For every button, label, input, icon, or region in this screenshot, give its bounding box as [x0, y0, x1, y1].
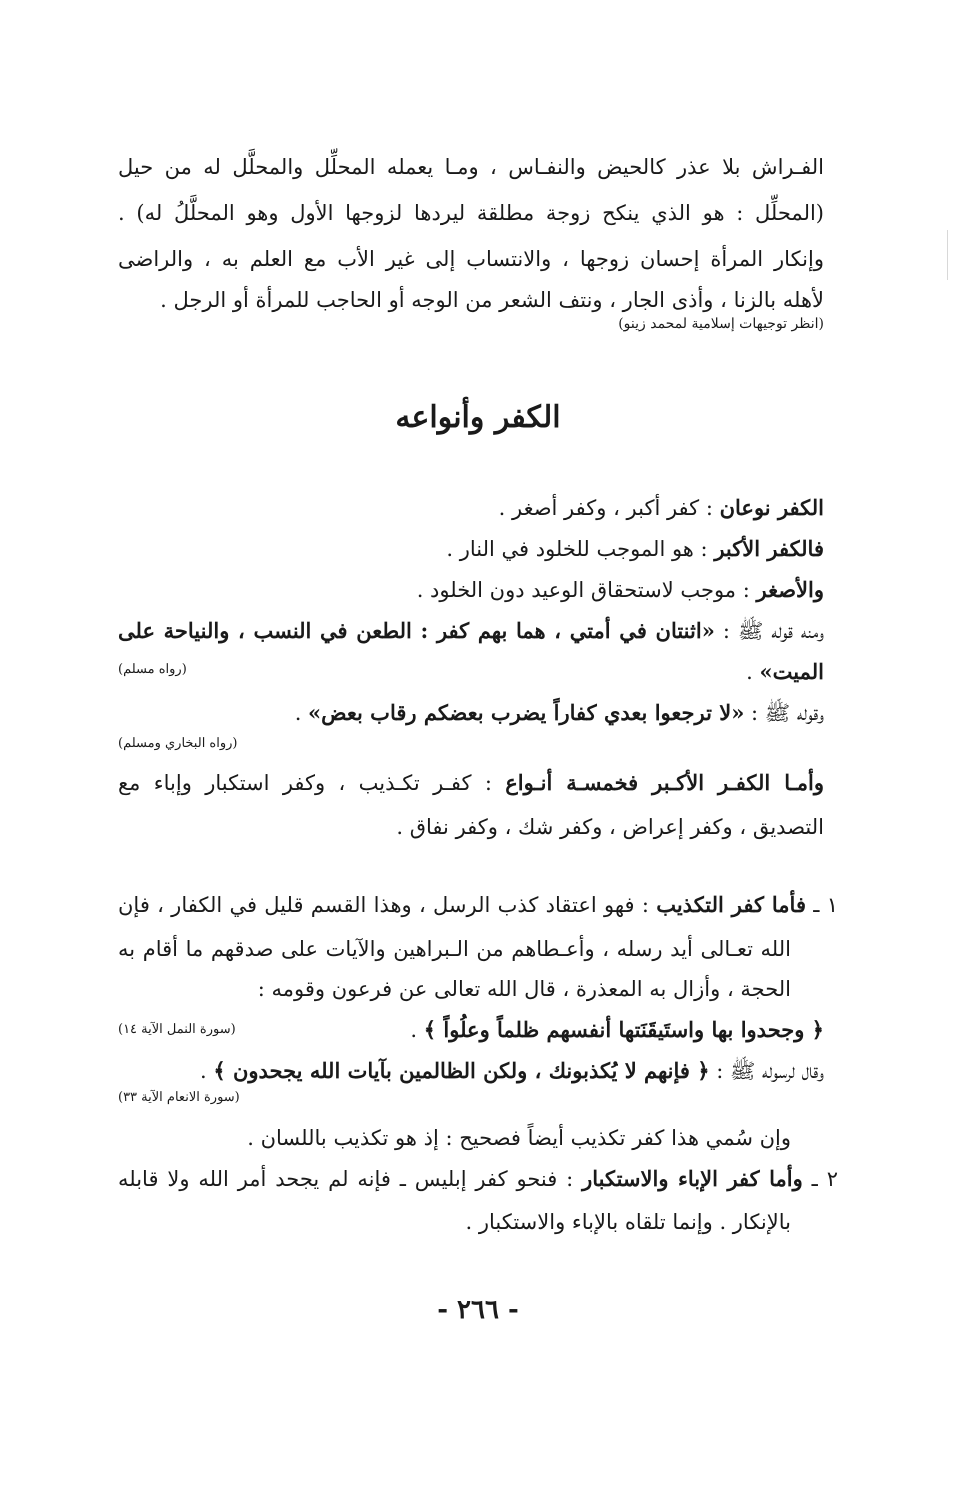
item2-line-2: بالإنكار . وإنما تلقاه بالإباء والاستكبار . — [465, 1210, 791, 1234]
hadith2-source: (رواه البخاري ومسلم) — [118, 736, 238, 751]
item1-quran-1-text: ﴿ وجحدوا بها واستَيقَنَتها أنفسهم ظلماً وعلُواً ﴾ — [423, 1017, 824, 1042]
hadith1-line-2 — [746, 659, 824, 685]
item1-quran-1-end: . — [410, 1018, 424, 1042]
definition-major-text: : هو الموجب للخلود في النار . — [446, 537, 715, 561]
intro-line-3: وإنكار المرأة إحسان زوجها ، والانتساب إلى غير الأب مع العلم به ، والراضى — [118, 247, 824, 271]
hadith1-end: . — [746, 660, 760, 684]
hadith2-end: . — [294, 701, 309, 725]
intro-line-1: الفـراش بلا عذر كالحيض والنفـاس ، ومـا يعمله المحلِّل والمحلَّل له من حيل — [118, 155, 824, 179]
item1-line-2: الله تعـالى أيد رسله ، وأعـطاهم من الـبراهين والآيات على صدقهم ما أقام به — [118, 937, 791, 961]
hadith2-text: «لا ترجعوا بعدي كفاراً يضرب بعضكم رقاب بعض» — [308, 700, 745, 725]
definition-major — [446, 536, 824, 562]
item1-quran-2 — [200, 1058, 824, 1084]
section-title: الكفر وأنواعه — [395, 400, 561, 435]
item1-closing: وإن سُمي هذا كفر تكذيب أيضاً فصحيح : إذ هو تكذيب باللسان . — [247, 1126, 791, 1150]
hadith1-text-1: «اثنتان في أمتي ، هما بهم كفر : الطعن في النسب ، والنياحة على — [118, 618, 715, 643]
item2-line-1 — [118, 1166, 838, 1192]
major-types-line-1 — [118, 770, 824, 796]
hadith2-intro: وقوله ﷺ : — [744, 701, 824, 725]
page-number: - ٢٦٦ - — [437, 1295, 519, 1325]
item1-quran-1 — [410, 1017, 824, 1043]
item1-line-3: الحجة ، وأزال به المعذرة ، قال الله تعالى عن فرعون وقومه : — [257, 977, 791, 1001]
hadith1-line-1 — [118, 618, 824, 644]
item1-quran-2-intro: وقال لرسوله ﷺ : — [709, 1059, 824, 1083]
item1-heading: فأما كفر التكذيب — [656, 892, 806, 917]
item1-number: ١ ـ — [806, 893, 838, 917]
item1-line-1 — [118, 892, 838, 918]
item2-heading: وأما كفر الإباء والاستكبار — [582, 1166, 803, 1191]
definition-minor-text: : موجب لاستحقاق الوعيد دون الخلود . — [416, 578, 757, 602]
definition-types-term: الكفر نوعان — [719, 495, 824, 520]
page-edge-mark — [947, 230, 948, 280]
hadith1-intro: ومنه قوله ﷺ : — [714, 619, 824, 643]
item1-quran-1-source: (سورة النمل الآية ١٤) — [118, 1022, 236, 1037]
hadith2-line — [295, 700, 824, 726]
intro-line-4: لأهله بالزنا ، وأذى الجار ، ونتف الشعر من الوجه أو الحاجب للمرأة أو الرجل . — [160, 288, 824, 312]
definition-minor — [417, 577, 824, 603]
definition-types-text: : كفر أكبر ، وكفر أصغر . — [498, 496, 720, 520]
item1-quran-2-source: (سورة الانعام الآية ٣٣) — [118, 1090, 240, 1105]
definition-minor-term: والأصغر — [756, 577, 824, 602]
definition-types — [499, 495, 824, 521]
intro-line-2: (المحلِّل : هو الذي ينكح زوجة مطلقة ليردها لزوجها الأول وهو المحلَّلُ له) . — [118, 201, 824, 225]
hadith1-text-2: الميت» — [759, 659, 824, 684]
item1-quran-2-text: ﴿ فإنهم لا يُكذبونك ، ولكن الظالمين بآيات الله يجحدون ﴾ — [213, 1058, 710, 1083]
item2-number: ٢ ـ — [802, 1167, 838, 1191]
intro-reference: (انظر توجيهات إسلامية لمحمد زينو) — [618, 316, 824, 332]
item2-text-1: : فنحو كفر إبليس ـ فإنه لم يجحد أمر الله ولا قابله — [118, 1167, 583, 1191]
major-types-line-2: التصديق ، وكفر إعراض ، وكفر شك ، وكفر نفاق . — [396, 815, 824, 839]
item1-quran-2-end: . — [200, 1059, 214, 1083]
item1-text-1: : فهو اعتقاد كذب الرسل ، وهذا القسم قليل في الكفار ، فإن — [118, 893, 657, 917]
hadith1-source: (رواه مسلم) — [118, 662, 187, 677]
major-types-text: : كفـر تكـذيب ، وكفر استكبار وإباء مع — [118, 771, 506, 795]
major-types-term: وأمـا الكفـر الأكـبر فخمسـة أنـواع — [505, 770, 824, 795]
definition-major-term: فالكفر الأكبر — [714, 536, 824, 561]
